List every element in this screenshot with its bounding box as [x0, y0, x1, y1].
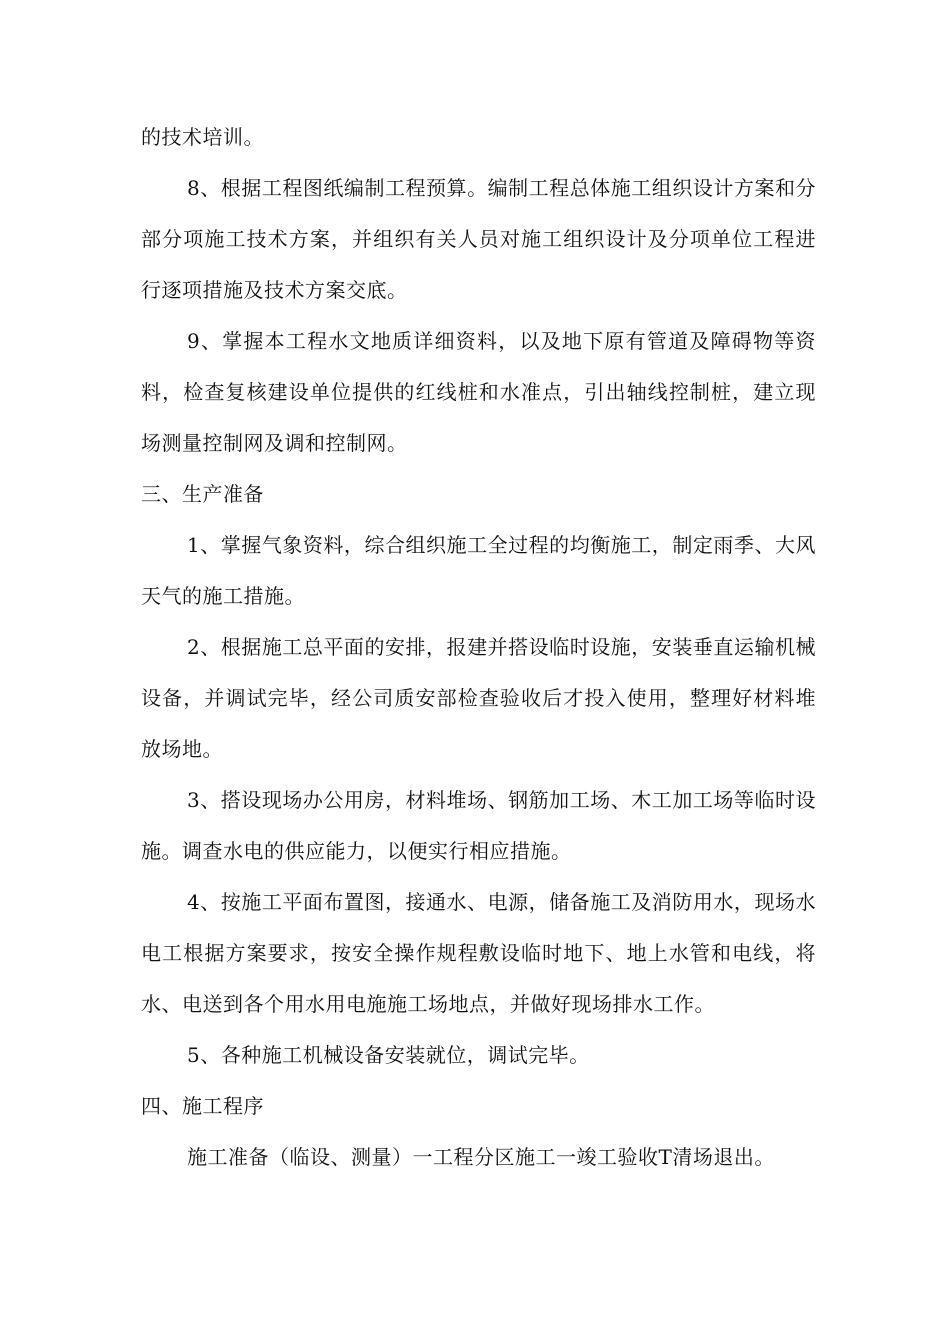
- document-body: [141, 112, 816, 1183]
- section-heading-production-prep: 三、生产准备: [141, 482, 264, 506]
- paragraph-prep-3: 3、搭设现场办公用房，材料堆场、钢筋加工场、木工加工场等临时设施。调查水电的供应能力，以便实行相应措施。: [141, 788, 816, 863]
- paragraph-item-9: 9、掌握本工程水文地质详细资料，以及地下原有管道及障碍物等资料，检查复核建设单位提供的红线桩和水准点，引出轴线控制桩，建立现场测量控制网及调和控制网。: [141, 329, 816, 455]
- paragraph-continuation: 的技术培训。: [141, 125, 264, 149]
- section-heading-construction-procedure: 四、施工程序: [141, 1094, 264, 1118]
- paragraph-prep-1: 1、掌握气象资料，综合组织施工全过程的均衡施工，制定雨季、大风天气的施工措施。: [141, 533, 816, 608]
- paragraph-procedure: 施工准备（临设、测量）一工程分区施工一竣工验收T清场退出。: [187, 1145, 775, 1169]
- paragraph-prep-2: 2、根据施工总平面的安排，报建并搭设临时设施，安装垂直运输机械设备，并调试完毕，经公司质安部检查验收后才投入使用，整理好材料堆放场地。: [141, 635, 816, 761]
- paragraph-prep-5: 5、各种施工机械设备安装就位，调试完毕。: [187, 1043, 590, 1067]
- paragraph-item-8: 8、根据工程图纸编制工程预算。编制工程总体施工组织设计方案和分部分项施工技术方案，并组织有关人员对施工组织设计及分项单位工程进行逐项措施及技术方案交底。: [141, 176, 816, 302]
- paragraph-prep-4: 4、按施工平面布置图，接通水、电源，储备施工及消防用水，现场水电工根据方案要求，按安全操作规程敷设临时地下、地上水管和电线，将水、电送到各个用水用电施施工场地点，并做好现场排水工作。: [141, 890, 816, 1016]
